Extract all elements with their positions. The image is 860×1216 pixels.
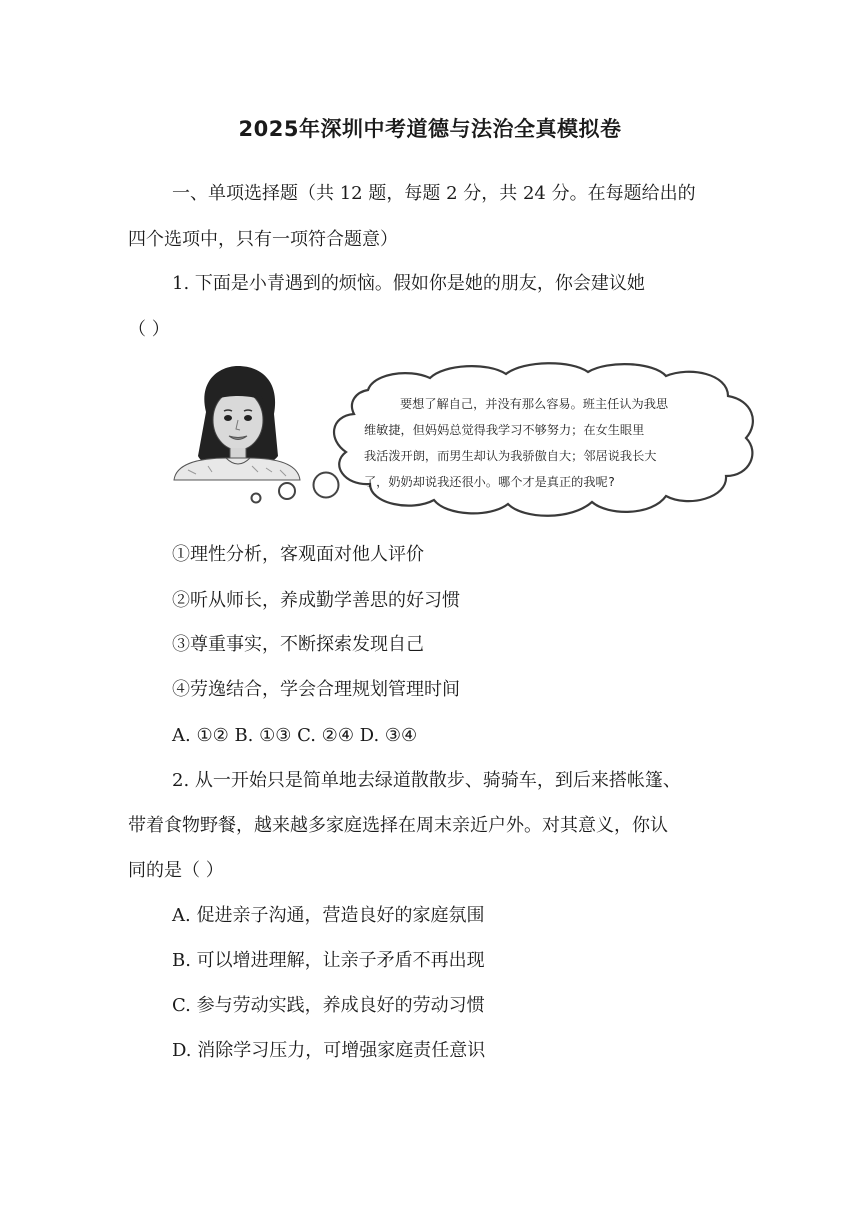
question-1-option-1: ①理性分析，客观面对他人评价 [172,544,424,565]
question-1-stem-line-1: 1. 下面是小青遇到的烦恼。假如你是她的朋友，你会建议她 [172,273,645,294]
question-1-option-4: ④劳逸结合，学会合理规划管理时间 [172,679,460,700]
question-1-stem-line-2: （ ） [128,319,170,340]
bubble-line-3: 我活泼开朗，而男生却认为我骄傲自大；邻居说我长大 [364,449,657,463]
section-heading-line-2: 四个选项中，只有一项符合题意） [128,229,398,250]
thought-dot-large [314,473,339,498]
section-heading-line-1: 一、单项选择题（共 12 题，每题 2 分，共 24 分。在每题给出的 [172,183,696,204]
question-2-choice-c: C. 参与劳动实践，养成良好的劳动习惯 [172,995,485,1016]
question-2-stem-line-3: 同的是（ ） [128,860,224,881]
bubble-line-1: 要想了解自己，并没有那么容易。班主任认为我思 [400,397,669,411]
page-title: 2025年深圳中考道德与法治全真模拟卷 [238,117,622,141]
question-1-choices: A. ①② B. ①③ C. ②④ D. ③④ [172,725,418,746]
question-1-option-2: ②听从师长，养成勤学善思的好习惯 [172,590,460,611]
question-1-figure [168,360,760,522]
question-2-choice-d: D. 消除学习压力，可增强家庭责任意识 [172,1040,486,1061]
thought-dot-small [252,494,261,503]
girl-portrait-icon [174,366,300,480]
bubble-line-2: 维敏捷，但妈妈总觉得我学习不够努力；在女生眼里 [364,423,645,437]
question-2-stem-line-2: 带着食物野餐，越来越多家庭选择在周末亲近户外。对其意义，你认 [128,815,668,836]
thought-dot-medium [279,483,295,499]
question-2-choice-b: B. 可以增进理解，让亲子矛盾不再出现 [172,950,485,971]
question-2-stem-line-1: 2. 从一开始只是简单地去绿道散散步、骑骑车，到后来搭帐篷、 [172,770,681,791]
bubble-line-4: 了，奶奶却说我还很小。哪个才是真正的我呢? [364,475,616,489]
thought-bubble-text [364,391,744,495]
question-1-option-3: ③尊重事实，不断探索发现自己 [172,634,424,655]
question-2-choice-a: A. 促进亲子沟通，营造良好的家庭氛围 [172,905,485,926]
